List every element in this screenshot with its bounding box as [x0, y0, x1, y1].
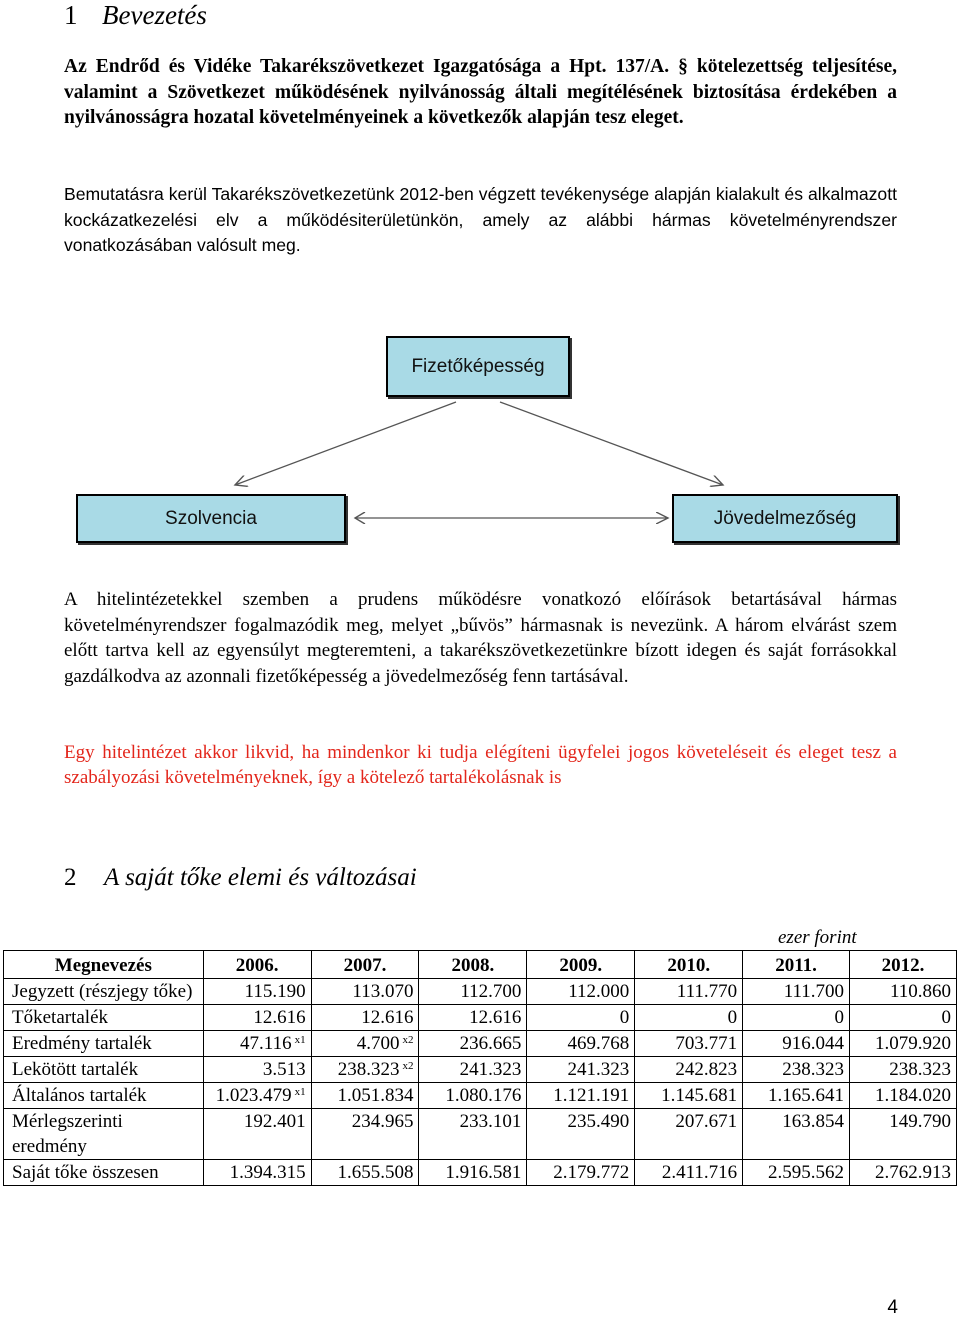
cell-value: 110.860 [889, 981, 951, 1002]
cell-value: 163.854 [782, 1111, 845, 1132]
column-header-year: 2006. [203, 951, 311, 979]
cell-value: 242.823 [675, 1059, 738, 1080]
table-cell [527, 1083, 635, 1109]
table-row [4, 1057, 957, 1083]
table-cell [850, 1057, 957, 1083]
cell-value: 207.671 [675, 1111, 738, 1132]
cell-value: 1.916.581 [445, 1162, 522, 1183]
cell-value: 1.079.920 [875, 1033, 951, 1054]
cell-value: 236.665 [459, 1033, 522, 1054]
cell-value: 1.165.641 [768, 1085, 845, 1106]
column-header-year: 2011. [743, 951, 850, 979]
table-cell [527, 1005, 635, 1031]
box-jovedelmezoseg [672, 494, 898, 543]
table-cell [419, 1005, 527, 1031]
cell-value: 241.323 [567, 1059, 630, 1080]
arrow-top-to-left [235, 402, 456, 485]
table-cell [850, 1031, 957, 1057]
box-jovedelmezoseg-label: Jövedelmezőség [713, 507, 857, 529]
cell-value: 1.121.191 [553, 1085, 630, 1106]
section-2-title: A saját tőke elemi és változásai [104, 864, 417, 891]
column-header-year: 2009. [527, 951, 635, 979]
cell-value: 238.323 [782, 1059, 845, 1080]
cell-value: 703.771 [675, 1033, 738, 1054]
column-header-year: 2008. [419, 951, 527, 979]
column-header-year: 2012. [850, 951, 957, 979]
table-cell [743, 1160, 850, 1186]
box-fizetokepesseg [386, 336, 570, 397]
row-label: Jegyzett (részjegy tőke) [4, 979, 204, 1005]
table-cell [419, 1109, 527, 1160]
table-cell [635, 1160, 743, 1186]
triad-explanation-paragraph: A hitelintézetekkel szemben a prudens működésre vonatkozó előírások betartásával hármas követelményrendszer fogalmazódik meg, melyet „bűvös” hármasnak is nevezünk. A három elvárást szem előtt tartva kell az egyensúlyt megteremteni, a takarékszövetkezetünkre bízott idegen és saját forrásokkal gazdálkodva az azonnali fizetőképesség a jövedelmezőség fenn tartásával. [64, 589, 897, 688]
table-cell [527, 979, 635, 1005]
equity-table [3, 950, 957, 1186]
table-row [4, 1031, 957, 1057]
cell-value: 469.768 [567, 1033, 630, 1054]
box-fizetokepesseg-label: Fizetőképesség [411, 355, 545, 377]
page-number: 4 [887, 1297, 898, 1318]
table-cell [850, 1160, 957, 1186]
cell-value: 192.401 [243, 1111, 306, 1132]
cell-value: 111.700 [783, 981, 845, 1002]
intro-paragraph: Az Endrőd és Vidéke Takarékszövetkezet Igazgatósága a Hpt. 137/A. § kötelezettség teljesítése, valamint a Szövetkezet működésének nyilvánosság általi megítélésének biztosítása érdekében a nyilvánosságra hozatal követelményeinek a következők alapján tesz eleget. [64, 56, 897, 129]
cell-value: 2.595.562 [768, 1162, 845, 1183]
table-cell [527, 1057, 635, 1083]
box-szolvencia [76, 494, 346, 543]
cell-value: 149.790 [889, 1111, 951, 1132]
table-cell [850, 1005, 957, 1031]
methodology-paragraph: Bemutatásra kerül Takarékszövetkezetünk 2012-ben végzett tevékenysége alapján kialakult és alkalmazott kockázatkezelési elv a működésiterületünkön, amely az alábbi hármas követelményrendszer vonatkozásában valósult meg. [64, 184, 897, 255]
table-cell [850, 1109, 957, 1160]
table-header-row [4, 951, 957, 979]
cell-value: 12.616 [361, 1007, 414, 1028]
table-cell [311, 1160, 419, 1186]
cell-value: 113.070 [352, 981, 414, 1002]
table-cell [419, 1160, 527, 1186]
table-cell [419, 979, 527, 1005]
cell-value: 4.700 [356, 1033, 400, 1054]
row-label: Általános tartalék [4, 1083, 204, 1109]
footnote-marker: x1 [294, 1034, 306, 1046]
cell-value: 1.023.479 [215, 1085, 292, 1106]
cell-value: 0 [941, 1007, 951, 1028]
table-cell [203, 979, 311, 1005]
cell-value: 112.000 [568, 981, 630, 1002]
unit-label: ezer forint [778, 927, 857, 948]
table-row [4, 1083, 957, 1109]
section-2-heading [64, 864, 417, 892]
table-cell [311, 1005, 419, 1031]
row-label: Saját tőke összesen [4, 1160, 204, 1186]
cell-value: 916.044 [782, 1033, 845, 1054]
cell-value: 1.051.834 [337, 1085, 414, 1106]
table-cell [419, 1057, 527, 1083]
cell-value: 1.080.176 [445, 1085, 522, 1106]
cell-value: 115.190 [244, 981, 306, 1002]
table-row [4, 979, 957, 1005]
cell-value: 238.323 [889, 1059, 951, 1080]
cell-value: 112.700 [460, 981, 522, 1002]
cell-value: 0 [834, 1007, 845, 1028]
cell-value: 234.965 [351, 1111, 414, 1132]
table-cell [635, 1005, 743, 1031]
table-cell [743, 1005, 850, 1031]
cell-value: 47.116 [240, 1033, 292, 1054]
table-cell [635, 1083, 743, 1109]
row-label: Tőketartalék [4, 1005, 204, 1031]
section-2-number: 2 [64, 864, 77, 891]
footnote-marker: x2 [402, 1060, 414, 1072]
table-cell [527, 1109, 635, 1160]
table-cell [419, 1031, 527, 1057]
footnote-marker: x2 [402, 1034, 414, 1046]
table-cell [203, 1031, 311, 1057]
section-1-number: 1 [64, 0, 78, 30]
cell-value: 2.179.772 [553, 1162, 630, 1183]
cell-value: 3.513 [262, 1059, 306, 1080]
table-cell [203, 1160, 311, 1186]
table-cell [203, 1005, 311, 1031]
table-cell [743, 1109, 850, 1160]
table-cell [850, 979, 957, 1005]
row-label: Eredmény tartalék [4, 1031, 204, 1057]
table-cell [203, 1083, 311, 1109]
table-cell [850, 1083, 957, 1109]
column-header-name: Megnevezés [4, 951, 204, 979]
table-cell [635, 1109, 743, 1160]
table-cell [743, 1031, 850, 1057]
table-cell [311, 1031, 419, 1057]
table-cell [527, 1031, 635, 1057]
cell-value: 1.394.315 [229, 1162, 306, 1183]
cell-value: 0 [727, 1007, 738, 1028]
footnote-marker: x1 [294, 1086, 306, 1098]
cell-value: 238.323 [337, 1059, 400, 1080]
table-cell [527, 1160, 635, 1186]
cell-value: 1.184.020 [875, 1085, 951, 1106]
table-cell [311, 1109, 419, 1160]
cell-value: 12.616 [253, 1007, 306, 1028]
table-row [4, 1109, 957, 1160]
table-cell [419, 1083, 527, 1109]
table-cell [311, 979, 419, 1005]
table-cell [635, 1057, 743, 1083]
row-label: Lekötött tartalék [4, 1057, 204, 1083]
table-cell [743, 979, 850, 1005]
cell-value: 235.490 [567, 1111, 630, 1132]
arrow-top-to-right [500, 402, 723, 485]
cell-value: 1.145.681 [661, 1085, 738, 1106]
section-1-title: Bevezetés [102, 0, 207, 30]
cell-value: 241.323 [459, 1059, 522, 1080]
cell-value: 111.770 [676, 981, 738, 1002]
table-cell [203, 1109, 311, 1160]
box-szolvencia-label: Szolvencia [165, 507, 257, 529]
cell-value: 2.762.913 [875, 1162, 951, 1183]
column-header-year: 2010. [635, 951, 743, 979]
table-cell [311, 1057, 419, 1083]
table-cell [203, 1057, 311, 1083]
table-cell [635, 979, 743, 1005]
cell-value: 1.655.508 [337, 1162, 414, 1183]
table-row [4, 1160, 957, 1186]
table-cell [743, 1057, 850, 1083]
cell-value: 233.101 [459, 1111, 522, 1132]
table-cell [311, 1083, 419, 1109]
table-cell [743, 1083, 850, 1109]
row-label: Mérlegszerinti eredmény [4, 1109, 204, 1160]
table-cell [635, 1031, 743, 1057]
cell-value: 0 [619, 1007, 630, 1028]
liquidity-definition-paragraph: Egy hitelintézet akkor likvid, ha mindenkor ki tudja elégíteni ügyfelei jogos követeléseit és eleget tesz a szabályozási követelményeknek, így a kötelező tartalékolásnak is [64, 742, 897, 788]
column-header-year: 2007. [311, 951, 419, 979]
cell-value: 2.411.716 [661, 1162, 738, 1183]
cell-value: 12.616 [469, 1007, 522, 1028]
table-row [4, 1005, 957, 1031]
